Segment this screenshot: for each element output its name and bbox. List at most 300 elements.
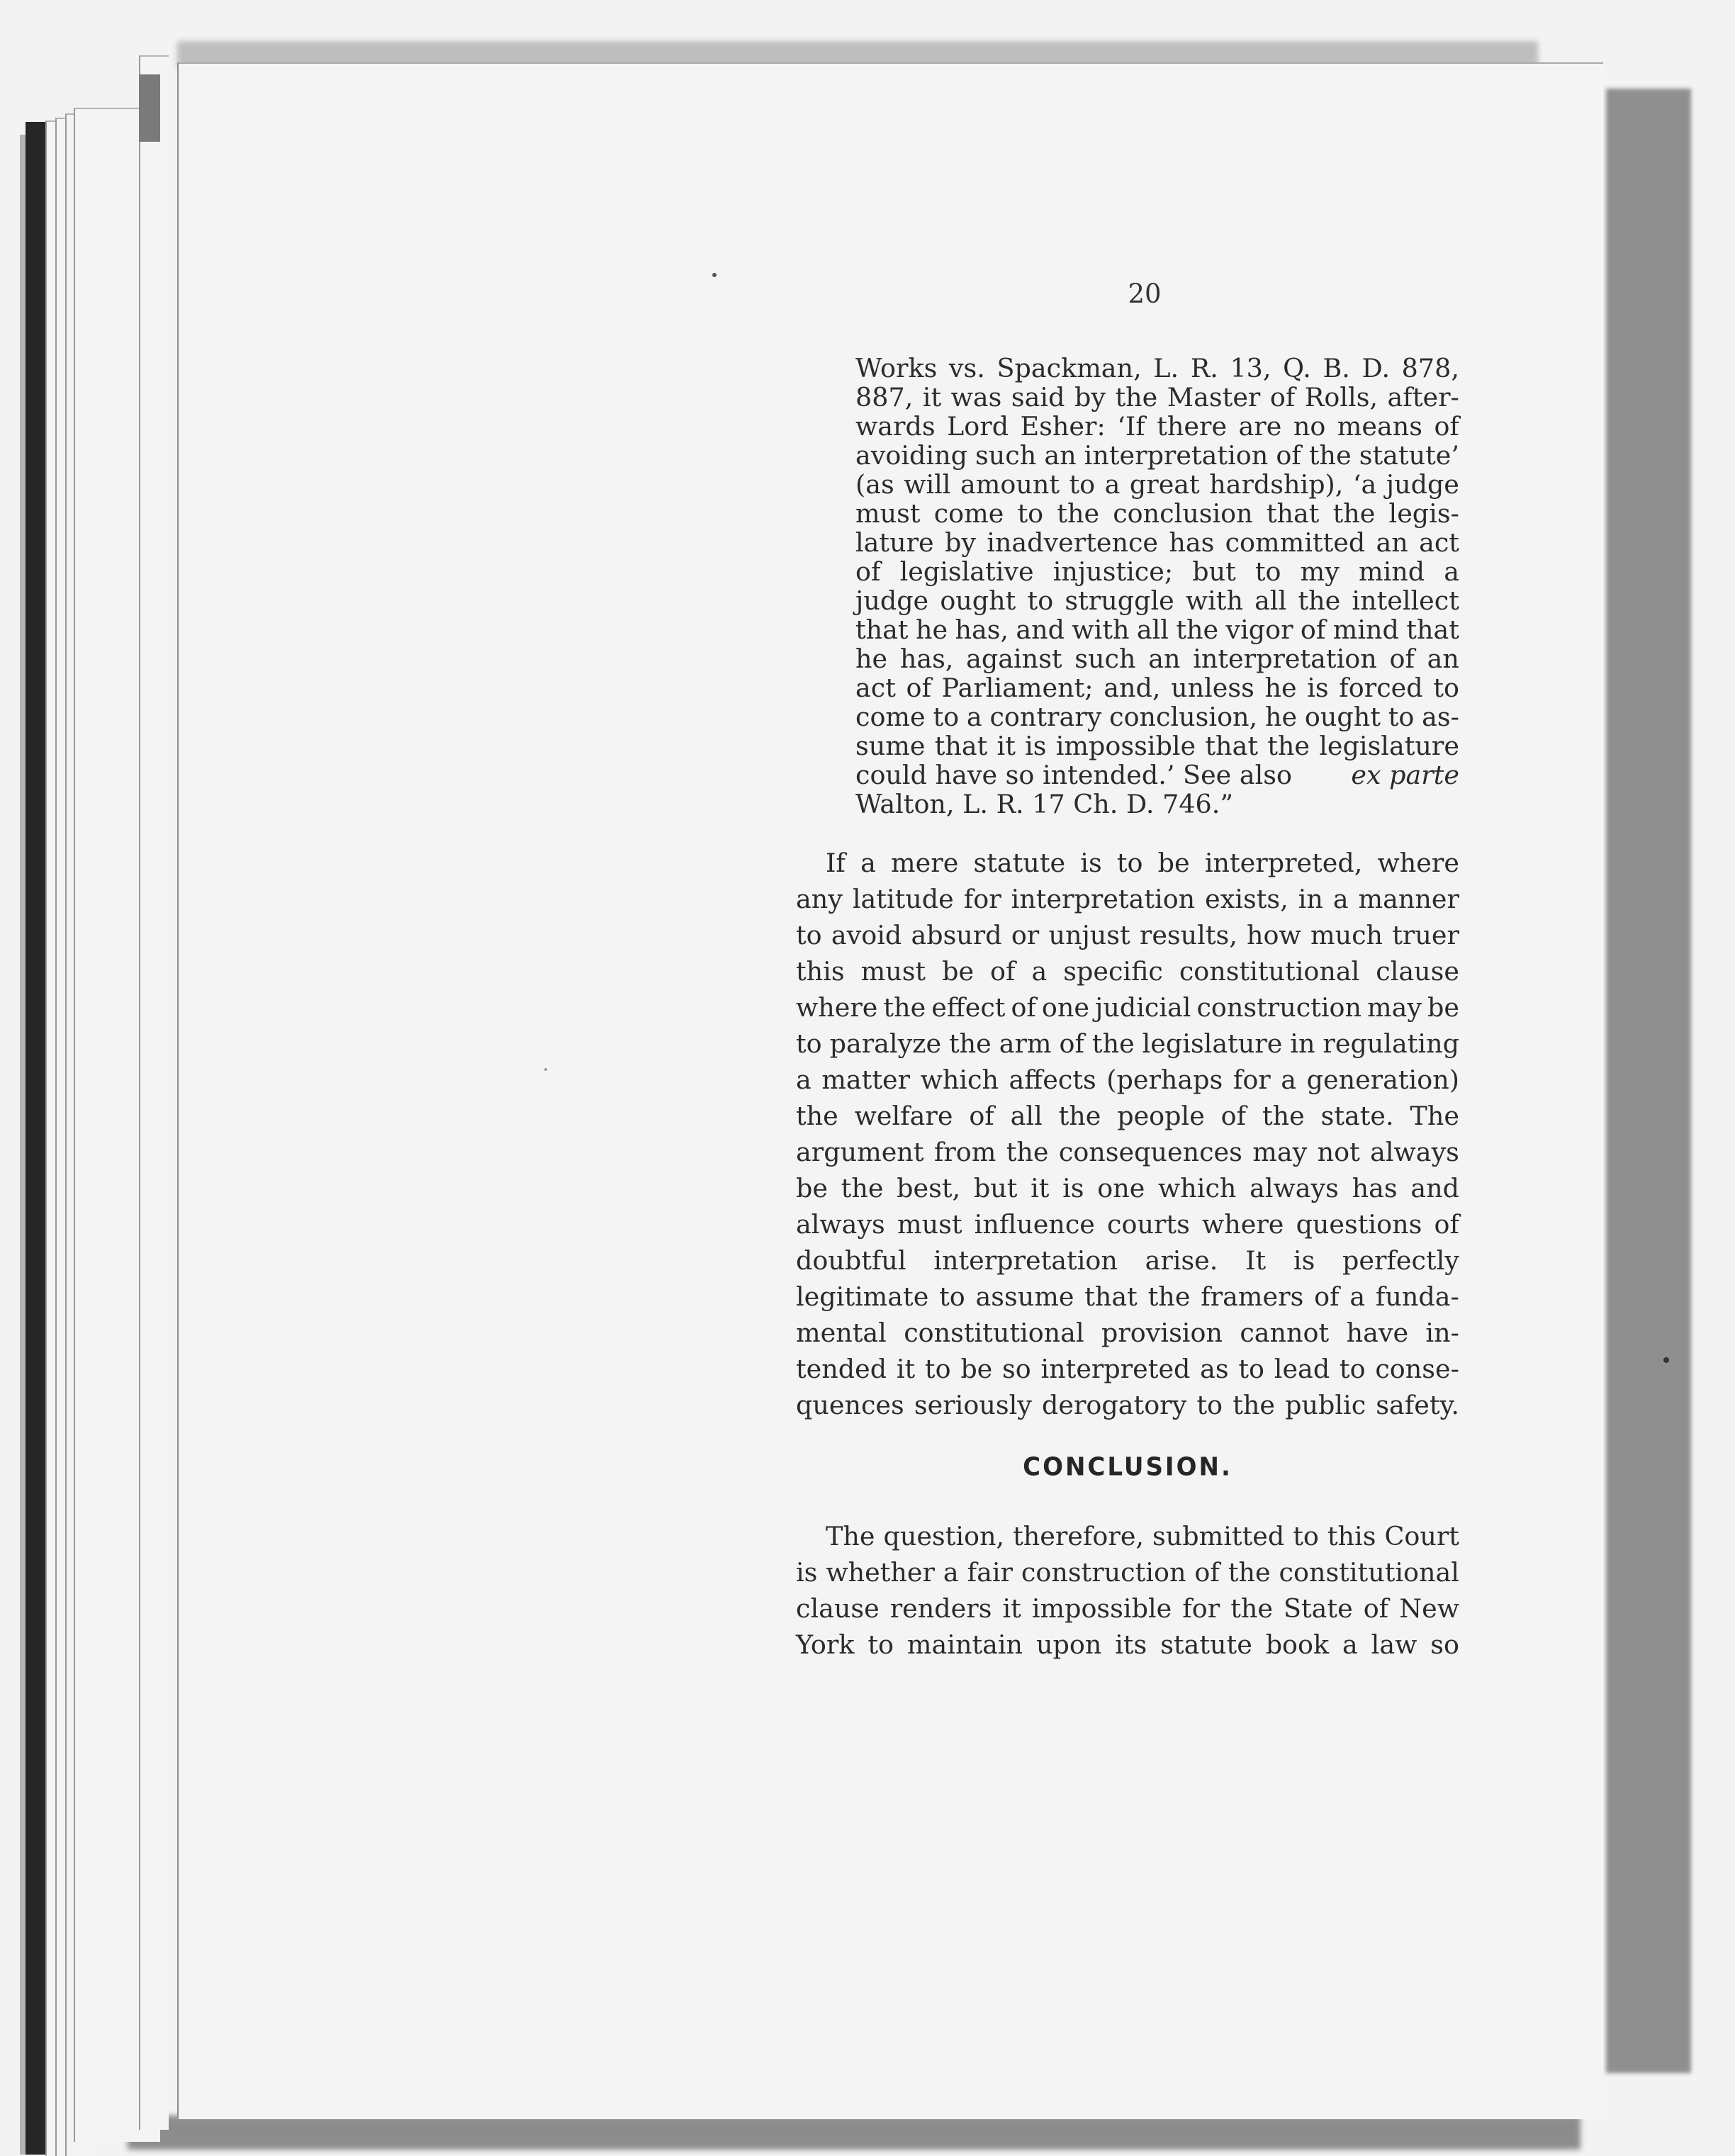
word: all xyxy=(1010,1101,1043,1131)
word: he xyxy=(1264,673,1297,703)
body-line xyxy=(796,1355,1459,1383)
word: in xyxy=(1290,1028,1315,1059)
word: The xyxy=(826,1521,875,1551)
paper-speck xyxy=(1663,1357,1669,1363)
word: with xyxy=(1185,585,1243,616)
body-line xyxy=(796,1319,1459,1347)
word: an xyxy=(1044,440,1077,471)
word: act xyxy=(855,673,896,703)
word: after- xyxy=(1387,382,1459,412)
word: of xyxy=(1314,1281,1340,1312)
word: construction xyxy=(1021,1557,1186,1588)
word: with xyxy=(1072,614,1130,645)
quote-line xyxy=(855,529,1459,557)
word: mere xyxy=(891,848,959,878)
word: upon xyxy=(1035,1629,1102,1660)
body-line xyxy=(796,1102,1459,1130)
word: this xyxy=(796,956,845,987)
word: is xyxy=(1080,848,1102,878)
word: may xyxy=(1252,1137,1308,1167)
word: to xyxy=(933,702,960,732)
word: any xyxy=(796,884,843,914)
word: conse- xyxy=(1375,1354,1459,1384)
word: doubtful xyxy=(796,1245,906,1276)
word: a xyxy=(1104,469,1121,500)
word: York xyxy=(796,1629,855,1660)
word: come xyxy=(855,702,926,732)
word: must xyxy=(897,1209,962,1240)
word: Rolls, xyxy=(1304,382,1379,412)
line-text: Walton, L. R. 17 Ch. D. 746.” xyxy=(855,789,1234,819)
word: construction xyxy=(1196,992,1361,1023)
word: but xyxy=(973,1173,1018,1203)
quote-line xyxy=(855,732,1459,760)
word: always xyxy=(796,1209,885,1240)
word: interpretation xyxy=(1011,884,1196,914)
word: judge xyxy=(855,585,929,616)
word: funda- xyxy=(1375,1281,1459,1312)
word: 13, xyxy=(1230,353,1271,383)
word: to xyxy=(1116,848,1143,878)
word: generation) xyxy=(1306,1065,1459,1095)
word: judicial xyxy=(1095,992,1191,1023)
quote-line xyxy=(855,587,1459,615)
word: to xyxy=(1238,1354,1265,1384)
word: provision xyxy=(1101,1318,1223,1348)
word: to xyxy=(924,1354,951,1384)
word: whether xyxy=(826,1557,935,1588)
word: of xyxy=(1300,614,1326,645)
word: state. xyxy=(1320,1101,1394,1131)
word: interpretation xyxy=(933,1245,1118,1276)
word: a xyxy=(1444,556,1459,587)
word: constitutional xyxy=(904,1318,1084,1348)
word: wards xyxy=(855,411,936,442)
word: statute xyxy=(973,848,1066,878)
word: to xyxy=(939,1281,965,1312)
word: to xyxy=(1196,1390,1223,1420)
word: the xyxy=(841,1173,884,1203)
word: legislature xyxy=(1142,1028,1283,1059)
word: people xyxy=(1117,1101,1205,1131)
word: truer xyxy=(1392,920,1459,950)
body-line xyxy=(796,1211,1459,1239)
word: by xyxy=(944,527,976,558)
word: contrary xyxy=(989,702,1102,732)
word: the xyxy=(1230,1593,1273,1624)
word: there xyxy=(1157,411,1228,442)
word: which xyxy=(920,1065,999,1095)
word: New xyxy=(1399,1593,1459,1624)
word: ought xyxy=(940,585,1016,616)
body-line xyxy=(796,1066,1459,1094)
word: as- xyxy=(1422,702,1459,732)
quote-line xyxy=(855,790,1459,819)
word: latitude xyxy=(852,884,954,914)
word: a xyxy=(1349,1281,1366,1312)
word: said xyxy=(1011,382,1065,412)
word: of xyxy=(906,673,931,703)
word: the xyxy=(883,992,926,1023)
word: manner xyxy=(1358,884,1459,914)
word: one xyxy=(1097,1173,1145,1203)
word: all xyxy=(1254,585,1287,616)
word: such xyxy=(975,440,1037,471)
word: that xyxy=(1406,614,1459,645)
word: he xyxy=(1264,702,1298,732)
word: that xyxy=(1266,498,1320,529)
word: Esher: xyxy=(1020,411,1106,442)
word: derogatory xyxy=(1042,1390,1187,1420)
word: the xyxy=(1058,1101,1101,1131)
word: avoid xyxy=(831,920,902,950)
word: the xyxy=(1298,585,1341,616)
word: regulating xyxy=(1323,1028,1459,1059)
word: the xyxy=(1057,498,1100,529)
word: affects xyxy=(1009,1065,1096,1095)
word: by xyxy=(1074,382,1106,412)
quote-line xyxy=(855,703,1459,731)
word: but xyxy=(1192,556,1236,587)
word: be xyxy=(1427,992,1459,1023)
word: where xyxy=(1201,1209,1284,1240)
word: has, xyxy=(955,614,1009,645)
word: If xyxy=(826,848,846,878)
word: paralyze xyxy=(829,1028,942,1059)
word: where xyxy=(1377,848,1459,878)
quote-line xyxy=(855,616,1459,644)
word: avoiding xyxy=(855,440,967,471)
word: my xyxy=(1300,556,1340,587)
word: in- xyxy=(1425,1318,1459,1348)
word: where xyxy=(796,992,878,1023)
line-text: could have so intended.’ See also xyxy=(855,760,1293,790)
body-line xyxy=(796,849,1459,877)
word: interpreted xyxy=(1040,1354,1191,1384)
word: one xyxy=(1041,992,1090,1023)
word: to xyxy=(1433,673,1459,703)
word: absurd xyxy=(911,920,1002,950)
word: Master xyxy=(1167,382,1261,412)
word: an xyxy=(1148,644,1181,674)
word: to xyxy=(1027,585,1054,616)
word: The xyxy=(1410,1101,1459,1131)
word: impossible xyxy=(1055,731,1196,761)
word: the xyxy=(1233,1390,1275,1420)
word: influence xyxy=(974,1209,1095,1240)
word: Q. xyxy=(1283,353,1311,383)
word: or xyxy=(1011,920,1040,950)
word: welfare xyxy=(854,1101,953,1131)
word: ‘If xyxy=(1117,411,1145,442)
word: injustice; xyxy=(1052,556,1174,587)
word: must xyxy=(855,498,921,529)
word: submitted xyxy=(1152,1521,1285,1551)
word: law xyxy=(1371,1629,1417,1660)
word: he xyxy=(915,614,948,645)
word: 878, xyxy=(1401,353,1459,383)
word: Lord xyxy=(947,411,1009,442)
word: questions xyxy=(1296,1209,1422,1240)
quote-line xyxy=(855,354,1459,383)
word: hardship), xyxy=(1209,469,1344,500)
word: have xyxy=(1346,1318,1409,1348)
word: to xyxy=(1339,1354,1366,1384)
word: to xyxy=(868,1629,894,1660)
word: (perhaps xyxy=(1106,1065,1223,1095)
word: great xyxy=(1129,469,1200,500)
word: struggle xyxy=(1065,585,1174,616)
word: it xyxy=(896,1354,916,1384)
word: intellect xyxy=(1352,585,1459,616)
word: conclusion, xyxy=(1109,702,1258,732)
word: a xyxy=(796,1065,812,1095)
word: Spackman, xyxy=(996,353,1142,383)
word: legis- xyxy=(1388,498,1459,529)
word: the xyxy=(1332,498,1376,529)
word: clause xyxy=(796,1593,880,1624)
quote-line xyxy=(855,412,1459,441)
word: is xyxy=(796,1557,818,1588)
book-cover-edge xyxy=(26,122,45,2155)
body-line xyxy=(796,1559,1459,1587)
quote-line xyxy=(855,558,1459,586)
word: the xyxy=(1176,614,1219,645)
word: to xyxy=(1293,1521,1319,1551)
word: such xyxy=(1074,644,1136,674)
word: will xyxy=(904,469,951,500)
word: and xyxy=(1410,1173,1459,1203)
word: cannot xyxy=(1240,1318,1330,1348)
word: so xyxy=(1430,1629,1459,1660)
word: this xyxy=(1327,1521,1376,1551)
word: vs. xyxy=(948,353,985,383)
word: a xyxy=(1281,1065,1297,1095)
page-right-shadow xyxy=(1606,89,1691,2073)
word: of xyxy=(1363,1593,1389,1624)
word: against xyxy=(966,644,1062,674)
word: has xyxy=(1169,527,1215,558)
word: fair xyxy=(967,1557,1013,1588)
word: argument xyxy=(796,1137,924,1167)
word: results, xyxy=(1139,920,1237,950)
word: all xyxy=(1136,614,1169,645)
word: of xyxy=(1011,992,1036,1023)
word: exists, xyxy=(1205,884,1288,914)
word: no xyxy=(1293,411,1326,442)
body-line xyxy=(796,1174,1459,1203)
word: a xyxy=(860,848,876,878)
word: Works xyxy=(855,353,938,383)
body-line xyxy=(796,885,1459,914)
word: that xyxy=(855,614,909,645)
word: constitutional xyxy=(1179,956,1360,987)
word: quences xyxy=(796,1390,904,1420)
word: must xyxy=(860,956,926,987)
word: a xyxy=(1332,884,1349,914)
word: and, xyxy=(1104,673,1161,703)
word: of xyxy=(1434,411,1459,442)
quote-line xyxy=(855,674,1459,702)
word: may xyxy=(1366,992,1422,1023)
word: unjust xyxy=(1048,920,1130,950)
word: of xyxy=(1434,1209,1459,1240)
word: as xyxy=(1200,1354,1229,1384)
word: lead xyxy=(1274,1354,1330,1384)
word: it xyxy=(922,382,942,412)
word: of xyxy=(1269,382,1296,412)
word: a xyxy=(1031,956,1048,987)
paper-speck xyxy=(712,273,717,277)
page-stack-edge xyxy=(139,55,169,2130)
word: for xyxy=(1182,1593,1220,1624)
word: of xyxy=(855,556,881,587)
word: statute’ xyxy=(1359,440,1459,471)
word: effect xyxy=(931,992,1006,1023)
word: of xyxy=(1389,644,1415,674)
word: an xyxy=(1427,644,1459,674)
word: he xyxy=(855,644,888,674)
word: (as xyxy=(855,469,894,500)
word: which xyxy=(1158,1173,1237,1203)
word: B. xyxy=(1323,353,1350,383)
body-line xyxy=(796,1522,1459,1551)
body-line xyxy=(796,1138,1459,1167)
word: committed xyxy=(1225,527,1366,558)
word: 887, xyxy=(855,382,914,412)
word: has xyxy=(1352,1173,1398,1203)
word: the xyxy=(1262,1101,1305,1131)
word: is xyxy=(1062,1173,1084,1203)
word: lature xyxy=(855,527,934,558)
word: be xyxy=(942,956,975,987)
paper-speck xyxy=(544,1068,547,1071)
body-line xyxy=(796,994,1459,1022)
word: legitimate xyxy=(796,1281,929,1312)
word: interpreted, xyxy=(1204,848,1363,878)
word: to xyxy=(796,920,822,950)
word: safety. xyxy=(1376,1390,1459,1420)
word: maintain xyxy=(906,1629,1023,1660)
word: has, xyxy=(899,644,954,674)
page-number: 20 xyxy=(1128,279,1162,309)
word: perfectly xyxy=(1342,1245,1459,1276)
word: the xyxy=(1091,1028,1135,1059)
body-line xyxy=(796,921,1459,950)
body-line xyxy=(796,1631,1459,1659)
section-heading-conclusion: CONCLUSION. xyxy=(1023,1452,1233,1482)
word: come xyxy=(933,498,1004,529)
quote-line xyxy=(855,500,1459,528)
word: in xyxy=(1298,884,1323,914)
word: from xyxy=(933,1137,996,1167)
word: it xyxy=(1002,1593,1021,1624)
word: best, xyxy=(897,1173,961,1203)
word: a xyxy=(1342,1629,1358,1660)
word: arise. xyxy=(1145,1245,1218,1276)
word: the xyxy=(1147,1281,1191,1312)
word: always xyxy=(1370,1137,1459,1167)
word: it xyxy=(1031,1173,1050,1203)
word: act xyxy=(1419,527,1459,558)
word: for xyxy=(1233,1065,1271,1095)
word: State xyxy=(1283,1593,1353,1624)
word: of xyxy=(1194,1557,1220,1588)
word: constitutional xyxy=(1279,1557,1459,1588)
word: sume xyxy=(855,731,926,761)
word: framers xyxy=(1201,1281,1304,1312)
word: mind xyxy=(1332,614,1399,645)
word: an xyxy=(1376,527,1408,558)
word: R. xyxy=(1190,353,1218,383)
body-line xyxy=(796,1030,1459,1058)
word: the xyxy=(1228,1557,1271,1588)
word: so xyxy=(1002,1354,1031,1384)
word: clause xyxy=(1376,956,1459,987)
word: Parliament; xyxy=(941,673,1094,703)
word: tended xyxy=(796,1354,887,1384)
word: L. xyxy=(1153,353,1179,383)
word: legislative xyxy=(899,556,1034,587)
word: to xyxy=(1388,702,1415,732)
word: interpretation xyxy=(1193,644,1377,674)
body-line xyxy=(796,1391,1459,1420)
word: matter xyxy=(821,1065,911,1095)
word: consequences xyxy=(1058,1137,1242,1167)
word: amount xyxy=(960,469,1060,500)
word: of xyxy=(1220,1101,1247,1131)
word: unless xyxy=(1171,673,1254,703)
body-line xyxy=(796,1247,1459,1275)
word: mental xyxy=(796,1318,887,1348)
word: D. xyxy=(1361,353,1391,383)
quote-line xyxy=(855,442,1459,470)
word: it xyxy=(996,731,1016,761)
quote-line xyxy=(855,645,1459,673)
body-line xyxy=(796,958,1459,986)
word: is xyxy=(1293,1245,1315,1276)
word: for xyxy=(963,884,1001,914)
word: and xyxy=(1016,614,1065,645)
quote-line xyxy=(855,383,1459,412)
word: assume xyxy=(975,1281,1074,1312)
word: its xyxy=(1115,1629,1147,1660)
word: be xyxy=(960,1354,993,1384)
word: specific xyxy=(1063,956,1163,987)
italic-term: ex parte xyxy=(1351,760,1459,790)
word: the xyxy=(1267,731,1310,761)
word: public xyxy=(1285,1390,1366,1420)
word: a xyxy=(943,1557,959,1588)
word: much xyxy=(1310,920,1383,950)
word: legislature xyxy=(1319,731,1459,761)
word: of xyxy=(1276,440,1301,471)
word: the xyxy=(949,1028,992,1059)
word: Court xyxy=(1384,1521,1459,1551)
word: the xyxy=(1308,440,1352,471)
word: not xyxy=(1317,1137,1360,1167)
word: to xyxy=(1069,469,1096,500)
page-stack-shadow xyxy=(139,74,160,142)
word: vigor xyxy=(1225,614,1293,645)
word: interpretation xyxy=(1084,440,1269,471)
word: means xyxy=(1337,411,1422,442)
word: arm xyxy=(999,1028,1052,1059)
word: ‘a xyxy=(1352,469,1377,500)
word: the xyxy=(1006,1137,1049,1167)
quote-line xyxy=(855,761,1459,790)
page-bottom-shadow xyxy=(128,2116,1580,2150)
